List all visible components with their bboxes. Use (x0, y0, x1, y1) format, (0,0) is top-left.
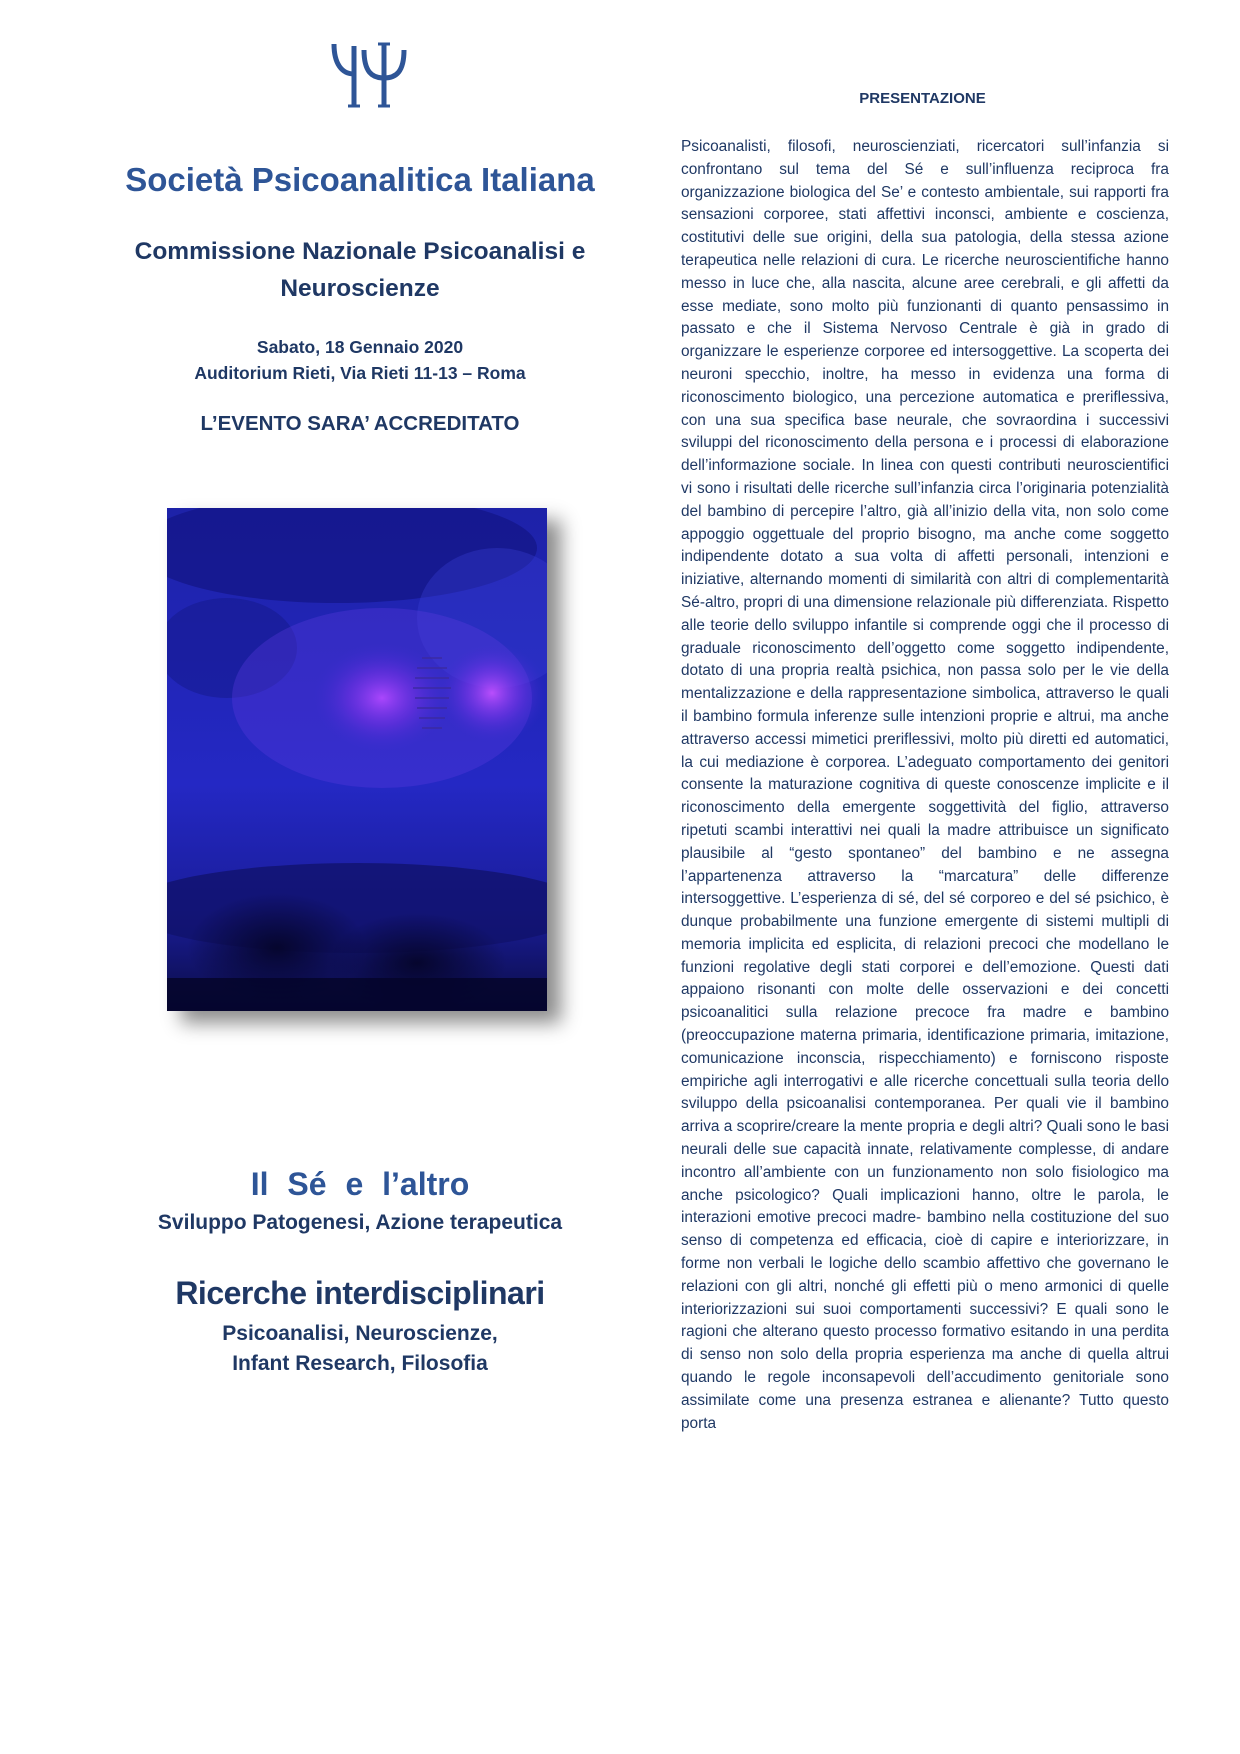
event-venue: Auditorium Rieti, Via Rieti 11-13 – Roma (194, 363, 526, 383)
research-line-1: Psicoanalisi, Neuroscienze, (222, 1322, 498, 1345)
event-title: Il Sé e l’altro (250, 1166, 470, 1202)
research-line-2: Infant Research, Filosofia (232, 1352, 488, 1375)
presentation-heading: PRESENTAZIONE (859, 90, 986, 107)
research-title: Ricerche interdisciplinari (175, 1275, 545, 1311)
commission-name (110, 233, 610, 307)
psi-logo-icon (328, 40, 408, 110)
event-date: Sabato, 18 Gennaio 2020 (256, 337, 464, 357)
accreditation-notice: L’EVENTO SARA’ ACCREDITATO (200, 412, 520, 435)
event-date-venue (110, 334, 610, 386)
research-disciplines (110, 1319, 610, 1379)
commission-line-2: Neuroscienze (280, 275, 440, 302)
society-name: Società Psicoanalitica Italiana (125, 161, 595, 198)
event-subtitle: Sviluppo Patogenesi, Azione terapeutica (157, 1211, 563, 1234)
cover-artwork (167, 508, 547, 1011)
commission-line-1: Commissione Nazionale Psicoanalisi e (134, 238, 586, 265)
presentation-text: Psicoanalisti, filosofi, neuroscienziati, ricercatori sull’infanzia si confrontano sul tema del Sé e sull’influenza reciproca fra organizzazione biologica del Se’ e contesto ambientale, sui rapporti fra sensazioni corporee, stati affettivi inconsci, ambiente e coscienza, costitutivi delle sue origini, della sua patologia, della stessa azione terapeutica nelle relazioni di cura. Le ricerche neuroscientifiche hanno messo in luce che, alla nascita, alcune aree cerebrali, e gli affetti da esse mediate, sono molto più funzionanti di quanto pensassimo in passato e che il Sistema Nervoso Centrale è già in grado di organizzare le esperienze corporee ed intersoggettive. La scoperta dei neuroni specchio, inoltre, ha messo in evidenza una forma di riconoscimento biologico, una percezione automatica e preriflessiva, con una sua specifica base neurale, che sovraordina i successivi sviluppi del riconoscimento della persona e i processi di elaborazione dell’informazione sociale. In linea con questi contributi neuroscientifici vi sono i risultati delle ricerche sull’infanzia circa l’originaria potenzialità del bambino di percepire l’altro, già all’inizio della vita, non solo come appoggio oggettuale del proprio bisogno, ma anche come soggetto indipendente dotato a sua volta di affetti personali, intenzioni e iniziative, alternando momenti di similarità con altri di complementarità Sé-altro, propri di una dimensione relazionale più differenziata. Rispetto alle teorie dello sviluppo infantile si comprende oggi che il processo di graduale riconoscimento dell’oggetto come soggetto indipendente, dotato di una propria realtà psichica, non passa solo per le vie della mentalizzazione e della rappresentazione simbolica, attraverso le quali il bambino formula inferenze sulle intenzioni proprie e altrui, ma anche attraverso accessi mimetici preriflessivi, molto più diretti ed automatici, la cui mediazione è corporea. L’adeguato comportamento dei genitori consente la maturazione cognitiva di queste conoscenze implicite e il riconoscimento della emergente soggettività del figlio, attraverso ripetuti scambi interattivi nei quali la madre attribuisce un significato plausibile al “gesto spontaneo” del bambino e ne assegna l’appartenenza attraverso la “marcatura” delle differenze intersoggettive. L’esperienza di sé, del sé corporeo e del sé psichico, è dunque probabilmente una funzione emergente di sistemi multipli di memoria implicita ed esplicita, di relazioni precoci che modellano le funzioni regolative degli stati corporei e dell’emozione. Questi dati appaiono risonanti con molte delle osservazioni e dei concetti psicoanalitici sulla relazione precoce fra madre e bambino (preoccupazione materna primaria, identificazione primaria, imitazione, comunicazione inconscia, rispecchiamento) e forniscono risposte empiriche agli interrogativi e alle ricerche concettuali sulla teoria dello sviluppo della psicoanalisi contemporanea. Per quali vie il bambino arriva a scoprire/creare la mente propria e degli altri? Quali sono le basi neurali delle sue capacità innate, relativamente complesse, di andare incontro all’ambiente con un funzionamento non solo fisiologico ma anche psicologico? Quali implicazioni hanno, oltre le parola, le interazioni emotive precoci madre- bambino nella costituzione del suo senso di competenza ed efficacia, cioè di capire e interiorizzare, in forme non verbali le logiche dello scambio affettivo che governano le relazioni con gli altri, nonché gli effetti più o meno armonici di quelle interiorizzazioni sui suoi comportamenti successivi? E quali sono le ragioni che alterano questo processo formativo esitando in una perdita di senso non solo della propria esperienza ma anche di quella altrui quando le regole inconsapevoli dell’accudimento genitoriale sono assimilate come una presenza estranea e alienante? Tutto questo porta (681, 138, 1169, 1432)
